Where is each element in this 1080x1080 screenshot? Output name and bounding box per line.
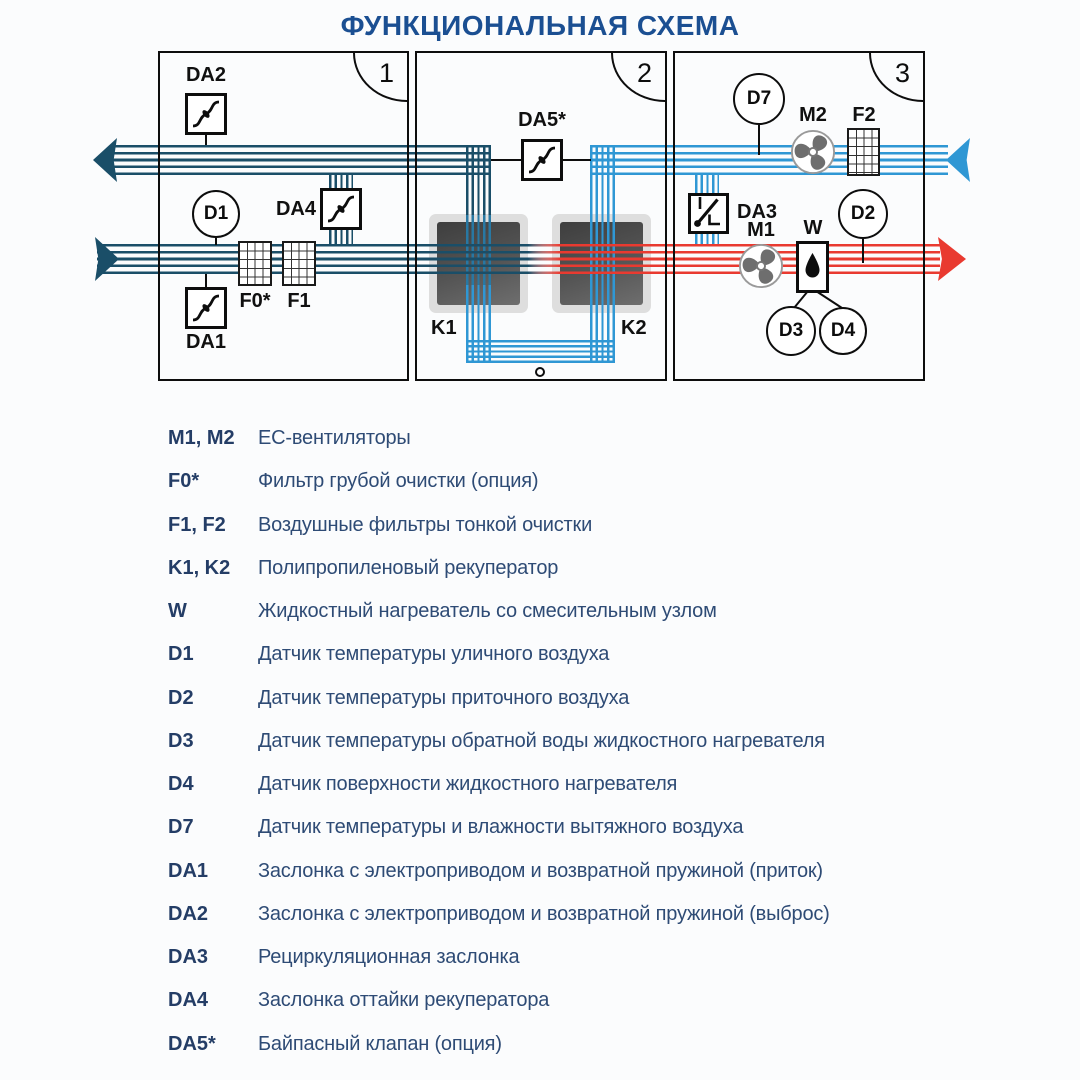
label-f1: F1 <box>287 290 311 312</box>
legend-desc: ЕС-вентиляторы <box>258 426 411 449</box>
extract-duct-indoor <box>590 145 948 175</box>
legend-row <box>168 727 825 755</box>
legend-key: K1, K2 <box>168 556 231 579</box>
exhaust-duct-outdoor <box>112 145 491 175</box>
d2-connector <box>862 239 864 263</box>
legend-row <box>168 813 743 841</box>
da5-connector-left <box>491 159 522 161</box>
legend-row <box>168 597 717 625</box>
legend-key: DA3 <box>168 945 209 968</box>
damper-da2-icon <box>185 93 227 135</box>
legend-key: F0* <box>168 469 200 492</box>
legend-desc: Заслонка оттайки рекуператора <box>258 988 550 1011</box>
sensor-d1-label: D1 <box>203 203 229 224</box>
label-k2: K2 <box>621 317 647 339</box>
legend-desc: Датчик поверхности жидкостного нагревателя <box>258 772 678 795</box>
legend-key: DA2 <box>168 902 209 925</box>
legend-desc: Байпасный клапан (опция) <box>258 1032 502 1055</box>
sensor-d2 <box>838 189 888 239</box>
legend-key: D7 <box>168 815 194 838</box>
sensor-d4-label: D4 <box>830 320 856 341</box>
section-corner-arc <box>611 53 665 102</box>
section-number: 1 <box>378 58 394 88</box>
extract-in-arrow-icon <box>946 138 970 182</box>
damper-da1-icon <box>185 287 227 329</box>
legend-desc: Фильтр грубой очистки (опция) <box>258 469 539 492</box>
legend-row <box>168 770 677 798</box>
exhaust-out-arrow-icon <box>93 138 117 182</box>
legend-row <box>168 640 609 668</box>
sensor-d4 <box>819 307 867 355</box>
legend-key: D2 <box>168 686 194 709</box>
legend-key: D3 <box>168 729 194 752</box>
section-number: 2 <box>636 58 652 88</box>
label-da3: DA3 <box>737 201 778 223</box>
label-da1: DA1 <box>185 331 226 353</box>
legend-row <box>168 900 830 928</box>
legend-desc: Заслонка с электроприводом и возвратной пружиной (выброс) <box>258 902 830 925</box>
label-k1: K1 <box>431 317 457 339</box>
sensor-d3 <box>766 306 816 356</box>
d1-connector <box>215 238 217 245</box>
filter-f0-icon <box>238 241 272 286</box>
sensor-d3-label: D3 <box>778 320 804 341</box>
legend-desc: Датчик температуры обратной воды жидкостного нагревателя <box>258 729 825 752</box>
sensor-d2-label: D2 <box>850 203 876 224</box>
legend-key: DA4 <box>168 988 209 1011</box>
legend-row <box>168 554 558 582</box>
legend-row <box>168 943 519 971</box>
legend-desc: Заслонка с электроприводом и возвратной пружиной (приток) <box>258 859 823 882</box>
recirculation-damper-da3-icon <box>688 193 729 234</box>
legend-desc: Жидкостный нагреватель со смесительным узлом <box>258 599 717 622</box>
u-turn-duct <box>466 340 615 363</box>
sensor-d7-label: D7 <box>746 88 772 109</box>
sensor-d7 <box>733 73 785 125</box>
section-corner-arc <box>353 53 407 102</box>
legend-desc: Рециркуляционная заслонка <box>258 945 520 968</box>
legend-key: W <box>168 599 187 622</box>
legend-key: F1, F2 <box>168 513 226 536</box>
legend <box>0 410 1080 1080</box>
section-number: 3 <box>894 58 910 88</box>
legend-desc: Полипропиленовый рекуператор <box>258 556 559 579</box>
damper-da4-icon <box>320 188 362 230</box>
da5-connector-right <box>562 159 591 161</box>
fan-m1-icon <box>738 243 784 289</box>
section-corner-arc <box>869 53 923 102</box>
legend-row <box>168 684 629 712</box>
da1-connector <box>205 274 207 288</box>
legend-desc: Датчик температуры уличного воздуха <box>258 642 610 665</box>
legend-row <box>168 1030 502 1058</box>
label-f2: F2 <box>852 104 876 126</box>
legend-row <box>168 467 538 495</box>
legend-key: DA1 <box>168 859 209 882</box>
da2-connector <box>205 135 207 145</box>
legend-row <box>168 857 823 885</box>
legend-desc: Датчик температуры и влажности вытяжного воздуха <box>258 815 744 838</box>
fan-m2-icon <box>790 129 836 175</box>
label-f0: F0* <box>239 290 271 312</box>
condensate-drain-icon <box>535 367 545 377</box>
bypass-valve-da5-icon <box>521 139 563 181</box>
label-m1: M1 <box>747 219 775 241</box>
sensor-d1 <box>192 190 240 238</box>
supply-out-arrow-icon <box>938 237 966 281</box>
page-title: ФУНКЦИОНАЛЬНАЯ СХЕМА <box>340 10 740 41</box>
legend-key: D4 <box>168 772 194 795</box>
legend-desc: Воздушные фильтры тонкой очистки <box>258 513 593 536</box>
functional-diagram <box>0 0 1080 410</box>
legend-key: DA5* <box>168 1032 216 1055</box>
supply-duct-heated <box>528 244 940 274</box>
legend-key: D1 <box>168 642 194 665</box>
label-da2: DA2 <box>185 64 226 86</box>
legend-key: M1, M2 <box>168 426 235 449</box>
label-da4: DA4 <box>275 198 316 220</box>
legend-row <box>168 511 592 539</box>
legend-desc: Датчик температуры приточного воздуха <box>258 686 630 709</box>
filter-f1-icon <box>282 241 316 286</box>
supply-duct-cold <box>97 244 560 274</box>
label-da5: DA5* <box>518 109 566 131</box>
legend-row <box>168 424 411 452</box>
d7-connector <box>758 125 760 155</box>
label-m2: M2 <box>799 104 827 126</box>
water-heater-w-icon <box>796 241 829 293</box>
legend-row <box>168 986 549 1014</box>
label-w: W <box>803 217 823 239</box>
filter-f2-icon <box>847 128 880 176</box>
